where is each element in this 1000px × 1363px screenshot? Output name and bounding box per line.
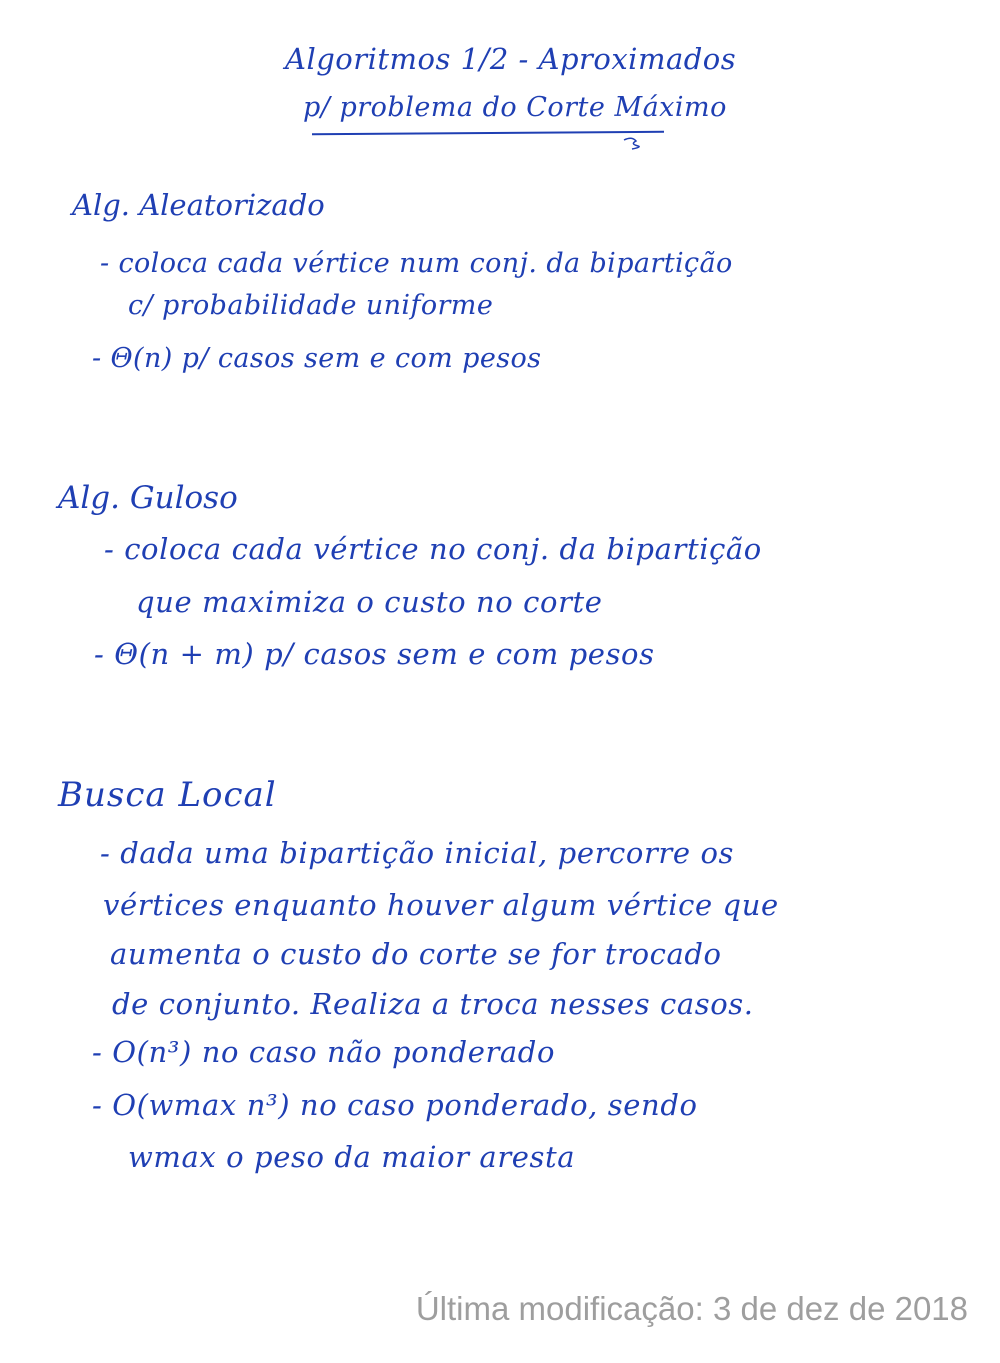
section-randomized-line-3: - Θ(n) p/ casos sem e com pesos — [92, 343, 542, 374]
last-modified-timestamp: Última modificação: 3 de dez de 2018 — [415, 1290, 968, 1327]
section-local-search-line-7: wmax o peso da maior aresta — [128, 1140, 576, 1174]
section-greedy-line-1: - coloca cada vértice no conj. da bipartição — [104, 532, 762, 566]
section-randomized-line-1: - coloca cada vértice num conj. da bipartição — [100, 248, 733, 279]
note-title-line-1: Algoritmos 1/2 - Aproximados — [285, 42, 737, 76]
section-greedy-line-3: - Θ(n + m) p/ casos sem e com pesos — [94, 637, 655, 671]
underline-squiggle-mark — [622, 136, 646, 150]
note-title-line-2: p/ problema do Corte Máximo — [303, 92, 727, 123]
section-local-search-line-5: - O(n³) no caso não ponderado — [92, 1035, 556, 1069]
section-local-search-line-2: vértices enquanto houver algum vértice que — [103, 888, 779, 922]
section-local-search-line-4: de conjunto. Realiza a troca nesses casos. — [112, 987, 754, 1021]
section-randomized-line-2: c/ probabilidade uniforme — [128, 290, 494, 321]
section-local-search-line-6: - O(wmax n³) no caso ponderado, sendo — [92, 1088, 698, 1122]
section-local-search-line-1: - dada uma bipartição inicial, percorre os — [100, 836, 735, 870]
section-heading-local-search: Busca Local — [58, 775, 277, 815]
title-underline — [312, 131, 664, 135]
section-heading-randomized: Alg. Aleatorizado — [72, 188, 325, 222]
section-greedy-line-2: que maximiza o custo no corte — [136, 585, 603, 619]
section-local-search-line-3: aumenta o custo do corte se for trocado — [110, 937, 722, 971]
section-heading-greedy: Alg. Guloso — [58, 480, 238, 516]
